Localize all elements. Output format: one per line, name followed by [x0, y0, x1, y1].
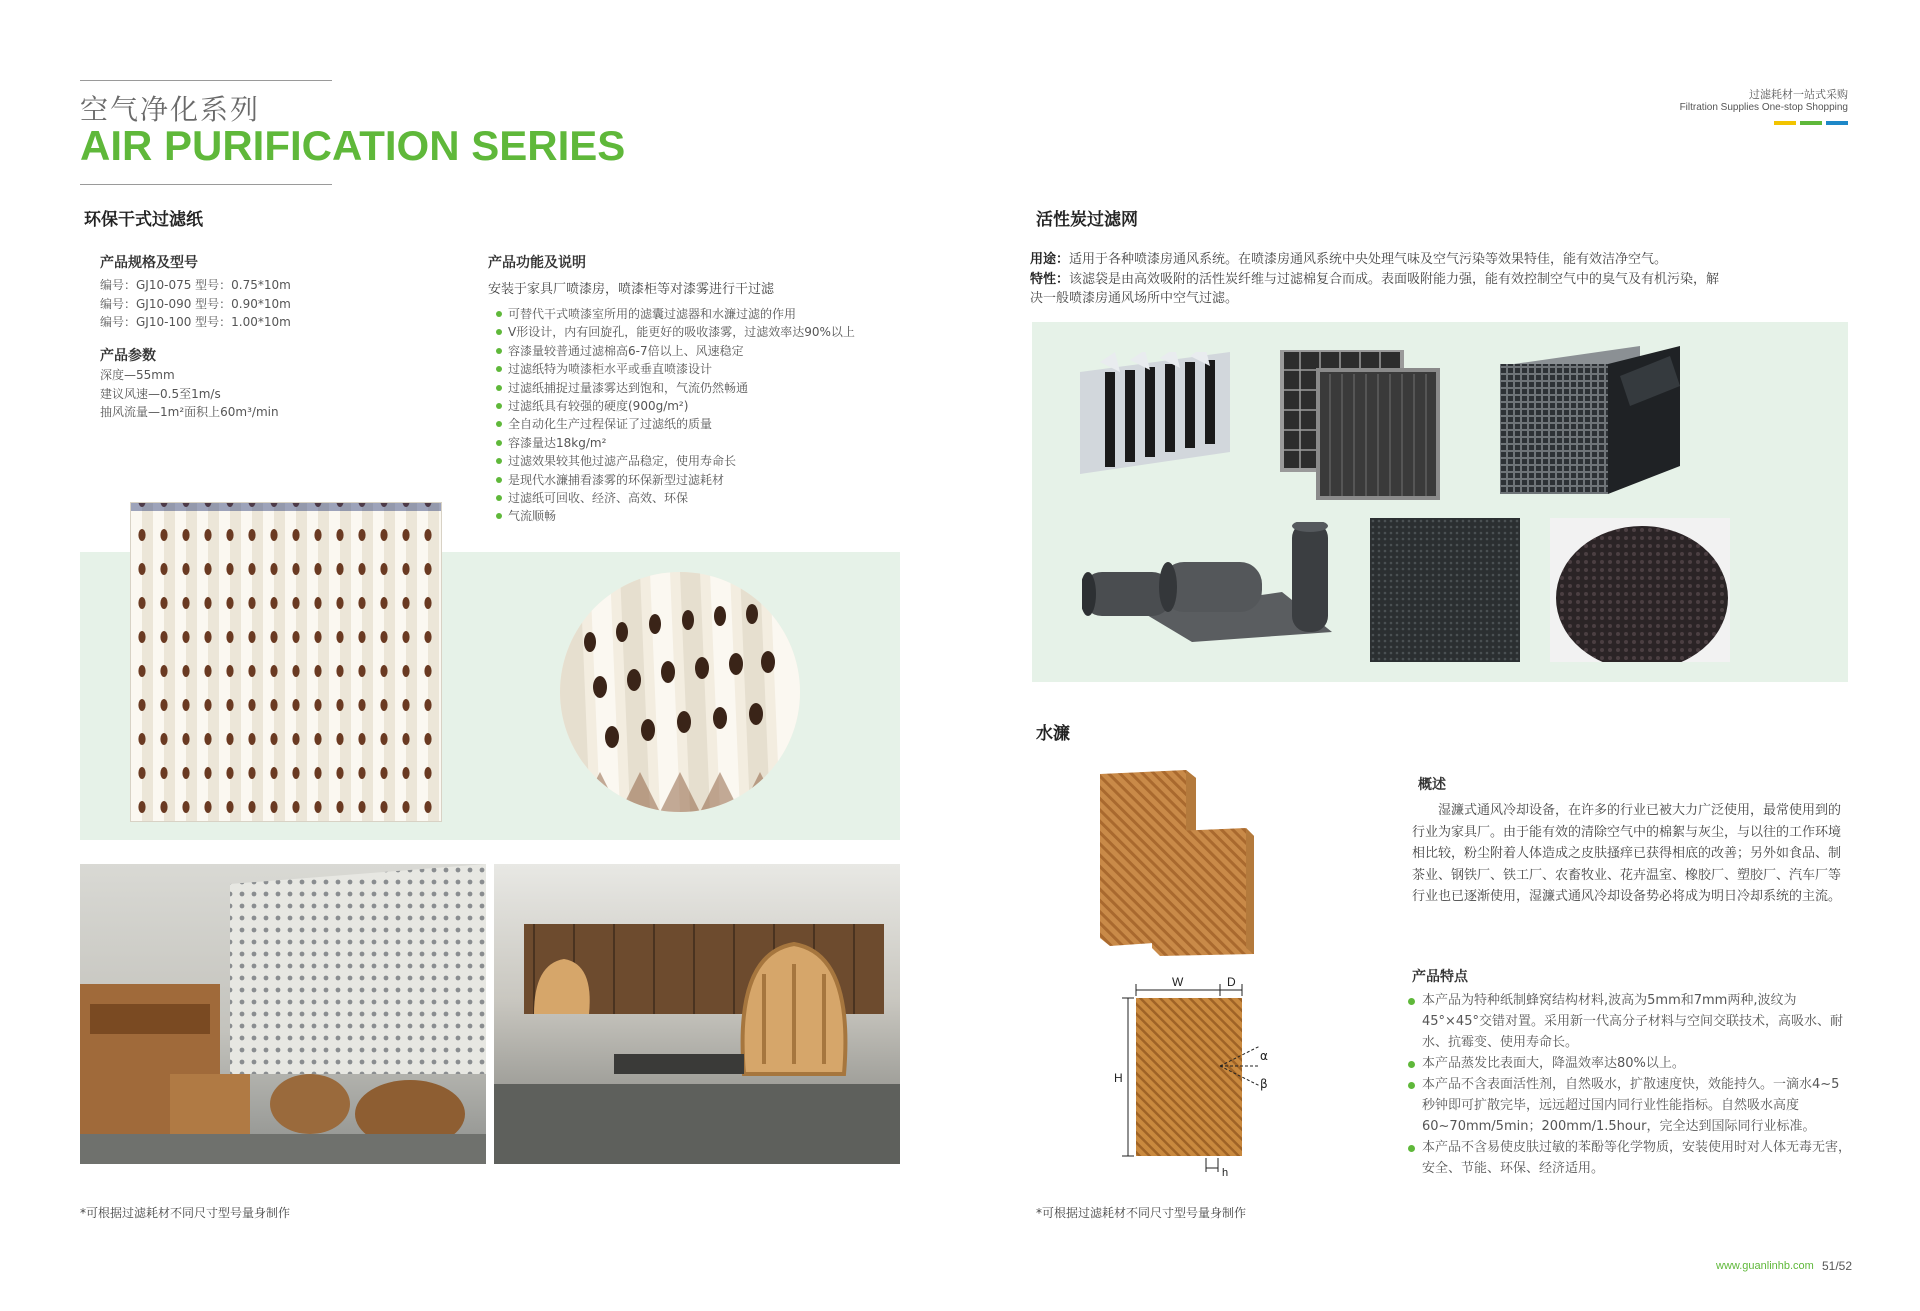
bottom-rule	[80, 184, 332, 185]
func-list	[494, 305, 914, 526]
diagram-label-small-h: h	[1222, 1167, 1229, 1178]
func-title: 产品功能及说明	[488, 255, 586, 271]
use-label: 用途：	[1030, 252, 1070, 267]
func-item: V形设计，内有回旋孔，能更好的吸收漆雾，过滤效率达90%以上	[494, 323, 914, 341]
overview-title: 概述	[1418, 777, 1446, 793]
carbon-roll-image	[1082, 522, 1342, 642]
func-item: 气流顺畅	[494, 507, 914, 525]
carbon-feature	[1030, 270, 1730, 308]
diagram-label-h: H	[1114, 1071, 1123, 1085]
diagram-label-d: D	[1227, 976, 1236, 989]
diagram-label-beta: β	[1260, 1077, 1268, 1091]
spec-item: 编号：GJ10-075 型号：0.75*10m	[100, 278, 291, 292]
use-text: 适用于各种喷漆房通风系统。在喷漆房通风系统中央处理气味及空气污染等效果特佳，能有效洁净空气。	[1069, 252, 1668, 267]
func-item: 过滤纸可回收、经济、高效、环保	[494, 489, 914, 507]
page-number: 51/52	[1822, 1259, 1853, 1273]
filter-paper-image	[130, 502, 442, 822]
features-title: 产品特点	[1412, 969, 1468, 985]
bag-filter-image	[1080, 352, 1230, 474]
func-item: 容漆量达18kg/m²	[494, 434, 914, 452]
overview-text: 湿濂式通风冷却设备，在许多的行业已被大力广泛使用，最常使用到的行业为家具厂。由于能有效的清除空气中的棉絮与灰尘，与以往的工作环境相比较，粉尘附着人体造成之皮肤搔痒已获得相底的改善；另外如食品、制茶业、钢铁厂、铁工厂、农畜牧业、花卉温室、橡胶厂、塑胶厂、汽车厂等行业也已逐渐使用，湿濂式通风冷却设备势必将成为明日冷却系统的主流。	[1412, 803, 1842, 904]
func-item: 全自动化生产过程保证了过滤纸的质量	[494, 415, 914, 433]
spec-list	[100, 276, 360, 332]
func-item: 是现代水濂捕看漆雾的环保新型过滤耗材	[494, 471, 914, 489]
carbon-foam-closeup-image	[1550, 518, 1730, 662]
param-item: 深度—55mm	[100, 368, 175, 382]
filter-paper-closeup	[560, 572, 800, 812]
honeycomb-block-image	[1500, 346, 1680, 496]
func-item: 容漆量较普通过滤棉高6-7倍以上、风速稳定	[494, 342, 914, 360]
left-footnote: *可根据过滤耗材不同尺寸型号量身制作	[80, 1206, 291, 1220]
brand-en: Filtration Supplies One-stop Shopping	[1679, 102, 1848, 113]
feature-text: 该滤袋是由高效吸附的活性炭纤维与过滤棉复合而成。表面吸附能力强，能有效控制空气中的臭气及有机污染，解决一般喷漆房通风场所中空气过滤。	[1030, 272, 1720, 306]
param-item: 建议风速—0.5至1m/s	[100, 386, 221, 401]
footer-url[interactable]: www.guanlinhb.com	[1716, 1260, 1814, 1272]
func-item: 过滤纸特为喷漆柜水平或垂直喷漆设计	[494, 360, 914, 378]
brand-bar-yellow	[1774, 121, 1796, 125]
brand-cn: 过滤耗材一站式采购	[1749, 88, 1848, 101]
carbon-title: 活性炭过滤网	[1036, 210, 1138, 230]
func-item: 过滤效果较其他过滤产品稳定，使用寿命长	[494, 452, 914, 470]
feature-item: 本产品为特种纸制蜂窝结构材料,波高为5mm和7mm两种,波纹为45°×45°交错对置。采用新一代高分子材料与空间交联技术，高吸水、耐水、抗霉变、使用寿命长。	[1406, 990, 1852, 1053]
param-list	[100, 366, 380, 422]
feature-item: 本产品不含表面活性剂，自然吸水，扩散速度快，效能持久。一滴水4~5秒钟即可扩散完毕，远远超过国内同行业性能指标。自然吸水高度60~70mm/5min；200mm/1.5hour，完全达到国际同行业标准。	[1406, 1074, 1852, 1137]
feature-item: 本产品蒸发比表面大，降温效率达80%以上。	[1406, 1053, 1852, 1074]
func-item: 过滤纸捕捉过量漆雾达到饱和，气流仍然畅通	[494, 379, 914, 397]
title-en: AIR PURIFICATION SERIES	[80, 122, 626, 169]
carbon-use	[1030, 250, 1730, 269]
func-item: 过滤纸具有较强的硬度(900g/m²)	[494, 397, 914, 415]
factory-photo-1	[80, 864, 486, 1164]
spec-item: 编号：GJ10-090 型号：0.90*10m	[100, 296, 291, 311]
left-section-title: 环保干式过滤纸	[84, 210, 203, 230]
feature-label: 特性：	[1030, 272, 1070, 287]
spec-title: 产品规格及型号	[100, 255, 198, 271]
features-list	[1406, 990, 1852, 1179]
top-rule	[80, 80, 332, 81]
title-cn: 空气净化系列	[80, 93, 261, 126]
func-intro: 安装于家具厂喷漆房，喷漆柜等对漆雾进行干过滤	[488, 282, 775, 297]
feature-item: 本产品不含易使皮肤过敏的苯酚等化学物质，安装使用时对人体无毒无害，安全、节能、环保、经济适用。	[1406, 1137, 1852, 1179]
factory-photo-2	[494, 864, 900, 1164]
spec-item: 编号：GJ10-100 型号：1.00*10m	[100, 315, 291, 329]
carbon-foam-sheet-image	[1370, 518, 1520, 662]
func-item: 可替代干式喷漆室所用的滤囊过滤器和水濂过滤的作用	[494, 305, 914, 323]
right-footnote: *可根据过滤耗材不同尺寸型号量身制作	[1036, 1206, 1247, 1220]
brand-bar-green	[1800, 121, 1822, 125]
param-item: 抽风流量—1m²面积上60m³/min	[100, 405, 279, 419]
diagram-label-alpha: α	[1260, 1049, 1268, 1063]
cooling-pad-image	[1096, 770, 1256, 956]
cooling-pad-diagram	[1110, 976, 1310, 1178]
param-title: 产品参数	[100, 348, 156, 364]
panel-filter-image	[1280, 350, 1440, 500]
water-title: 水濂	[1036, 724, 1070, 744]
diagram-label-w: W	[1172, 976, 1184, 989]
brand-bar-blue	[1826, 121, 1848, 125]
